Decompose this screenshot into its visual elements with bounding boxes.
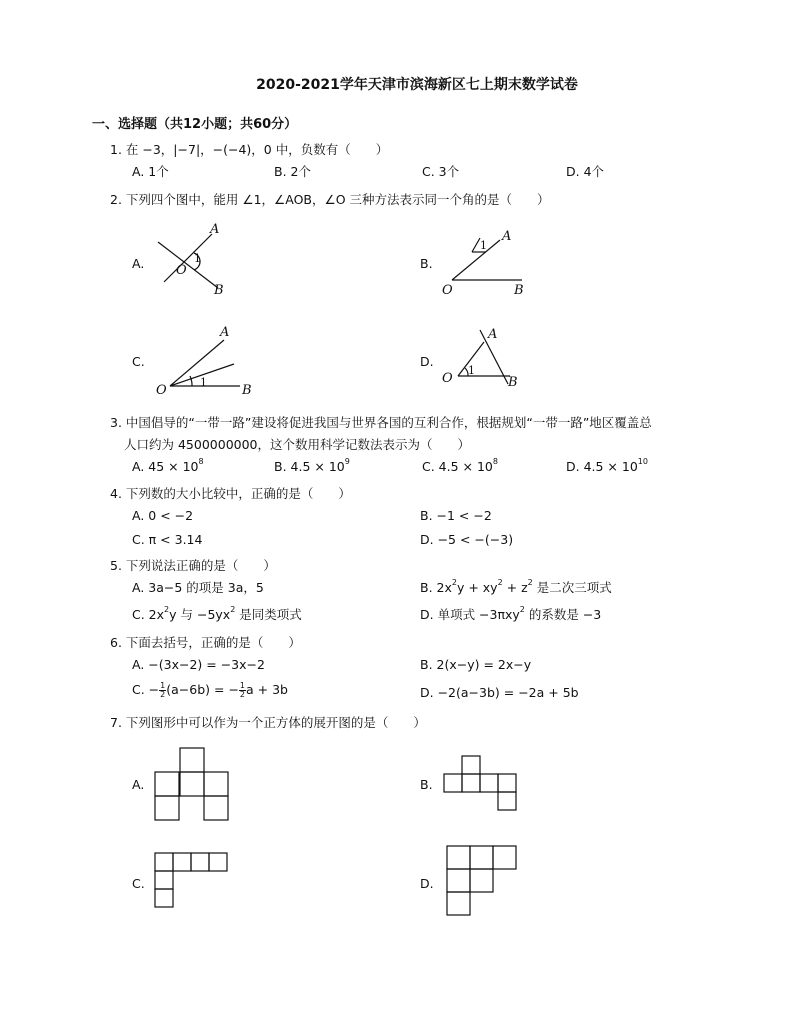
point-o-label: O [442,371,453,386]
point-a-label: A [210,222,220,237]
question-1-option-d[interactable]: D. 4个 [566,164,605,179]
question-3-option-d[interactable]: D. $4.5 \times 10^{10}$ [566,457,648,474]
question-5-stem: 5. 下列说法正确的是（ ） [110,558,276,573]
question-1-option-a[interactable]: A. 1个 [132,164,169,179]
point-a-label: A [488,327,498,342]
question-4-option-b[interactable]: B. −1 < −2 [420,508,492,523]
question-1-stem: 1. 在 −3，|−7|，−(−4)，0 中，负数有（ ） [110,142,389,157]
question-5-option-c[interactable]: C. $2x^2y$ 与 $-5yx^2$ 是同类项式 [132,605,302,622]
cube-net-d [447,846,523,918]
question-5-option-a[interactable]: A. 3a−5 的项是 3a，5 [132,580,264,595]
question-3-option-c[interactable]: C. $4.5 \times 10^8$ [422,457,498,474]
question-4-option-c[interactable]: C. π < 3.14 [132,532,203,547]
question-3-option-a[interactable]: A. $45 \times 10^8$ [132,457,204,474]
question-2-option-a[interactable]: A. [132,256,145,271]
angle-figure-b [440,222,540,302]
cube-net-b [444,756,520,812]
angle-1-label: 1 [194,252,201,265]
question-7-option-a[interactable]: A. [132,777,145,792]
fraction-one-half: $\frac{1}{2}$ [160,681,166,699]
section-heading: 一、选择题（共12小题；共60分） [92,117,298,132]
question-2-stem: 2. 下列四个图中，能用 ∠1，∠AOB，∠O 三种方法表示同一个角的是（ ） [110,192,550,207]
page-title: 2020-2021学年天津市滨海新区七上期末数学试卷 [256,77,578,93]
angle-1-label: 1 [480,239,487,252]
point-b-label: B [214,283,224,298]
point-a-label: A [502,229,512,244]
question-3-option-b[interactable]: B. $4.5 \times 10^9$ [274,457,350,474]
question-2-option-b[interactable]: B. [420,256,433,271]
question-6-option-a[interactable]: A. −(3x−2) = −3x−2 [132,657,265,672]
question-7-option-b[interactable]: B. [420,777,433,792]
angle-figure-d [440,322,540,402]
question-5-option-d[interactable]: D. 单项式 −3πxy$^2$ 的系数是 −3 [420,605,602,622]
point-b-label: B [242,383,252,398]
cube-net-a [155,748,231,824]
point-o-label: O [442,283,453,298]
question-2-option-d[interactable]: D. [420,354,434,369]
question-3-stem-line2: 人口约为 4500000000，这个数用科学记数法表示为（ ） [124,437,471,452]
question-2-option-c[interactable]: C. [132,354,145,369]
point-o-label: O [176,263,187,278]
point-b-label: B [508,375,518,390]
question-7-stem: 7. 下列图形中可以作为一个正方体的展开图的是（ ） [110,715,426,730]
point-o-label: O [156,383,167,398]
question-4-stem: 4. 下列数的大小比较中，正确的是（ ） [110,486,351,501]
question-1-option-c[interactable]: C. 3个 [422,164,460,179]
question-6-option-c[interactable]: C. − $\frac{1}{2}$ (a−6b) = − $\frac{1}{2}$ a + 3b [132,681,288,699]
angle-1-label: 1 [468,364,475,377]
angle-figure-a [150,220,240,300]
question-6-option-b[interactable]: B. 2(x−y) = 2x−y [420,657,532,672]
question-7-option-d[interactable]: D. [420,876,434,891]
point-a-label: A [220,325,230,340]
question-5-option-b[interactable]: B. $2x^2y + xy^2 + z^2$ 是二次三项式 [420,578,612,595]
question-4-option-a[interactable]: A. 0 < −2 [132,508,194,523]
question-3-stem-line1: 3. 中国倡导的“一带一路”建设将促进我国与世界各国的互利合作，根据规划“一带一路”地区覆盖总 [110,415,652,430]
point-b-label: B [514,283,524,298]
cube-net-c [155,853,235,913]
question-1-option-b[interactable]: B. 2个 [274,164,311,179]
angle-1-label: 1 [200,376,207,389]
question-7-option-c[interactable]: C. [132,876,145,891]
fraction-one-half: $\frac{1}{2}$ [239,681,246,699]
question-6-stem: 6. 下面去括号，正确的是（ ） [110,635,301,650]
question-4-option-d[interactable]: D. −5 < −(−3) [420,532,514,547]
question-6-option-d[interactable]: D. −2(a−3b) = −2a + 5b [420,685,579,700]
angle-figure-c [152,320,262,400]
